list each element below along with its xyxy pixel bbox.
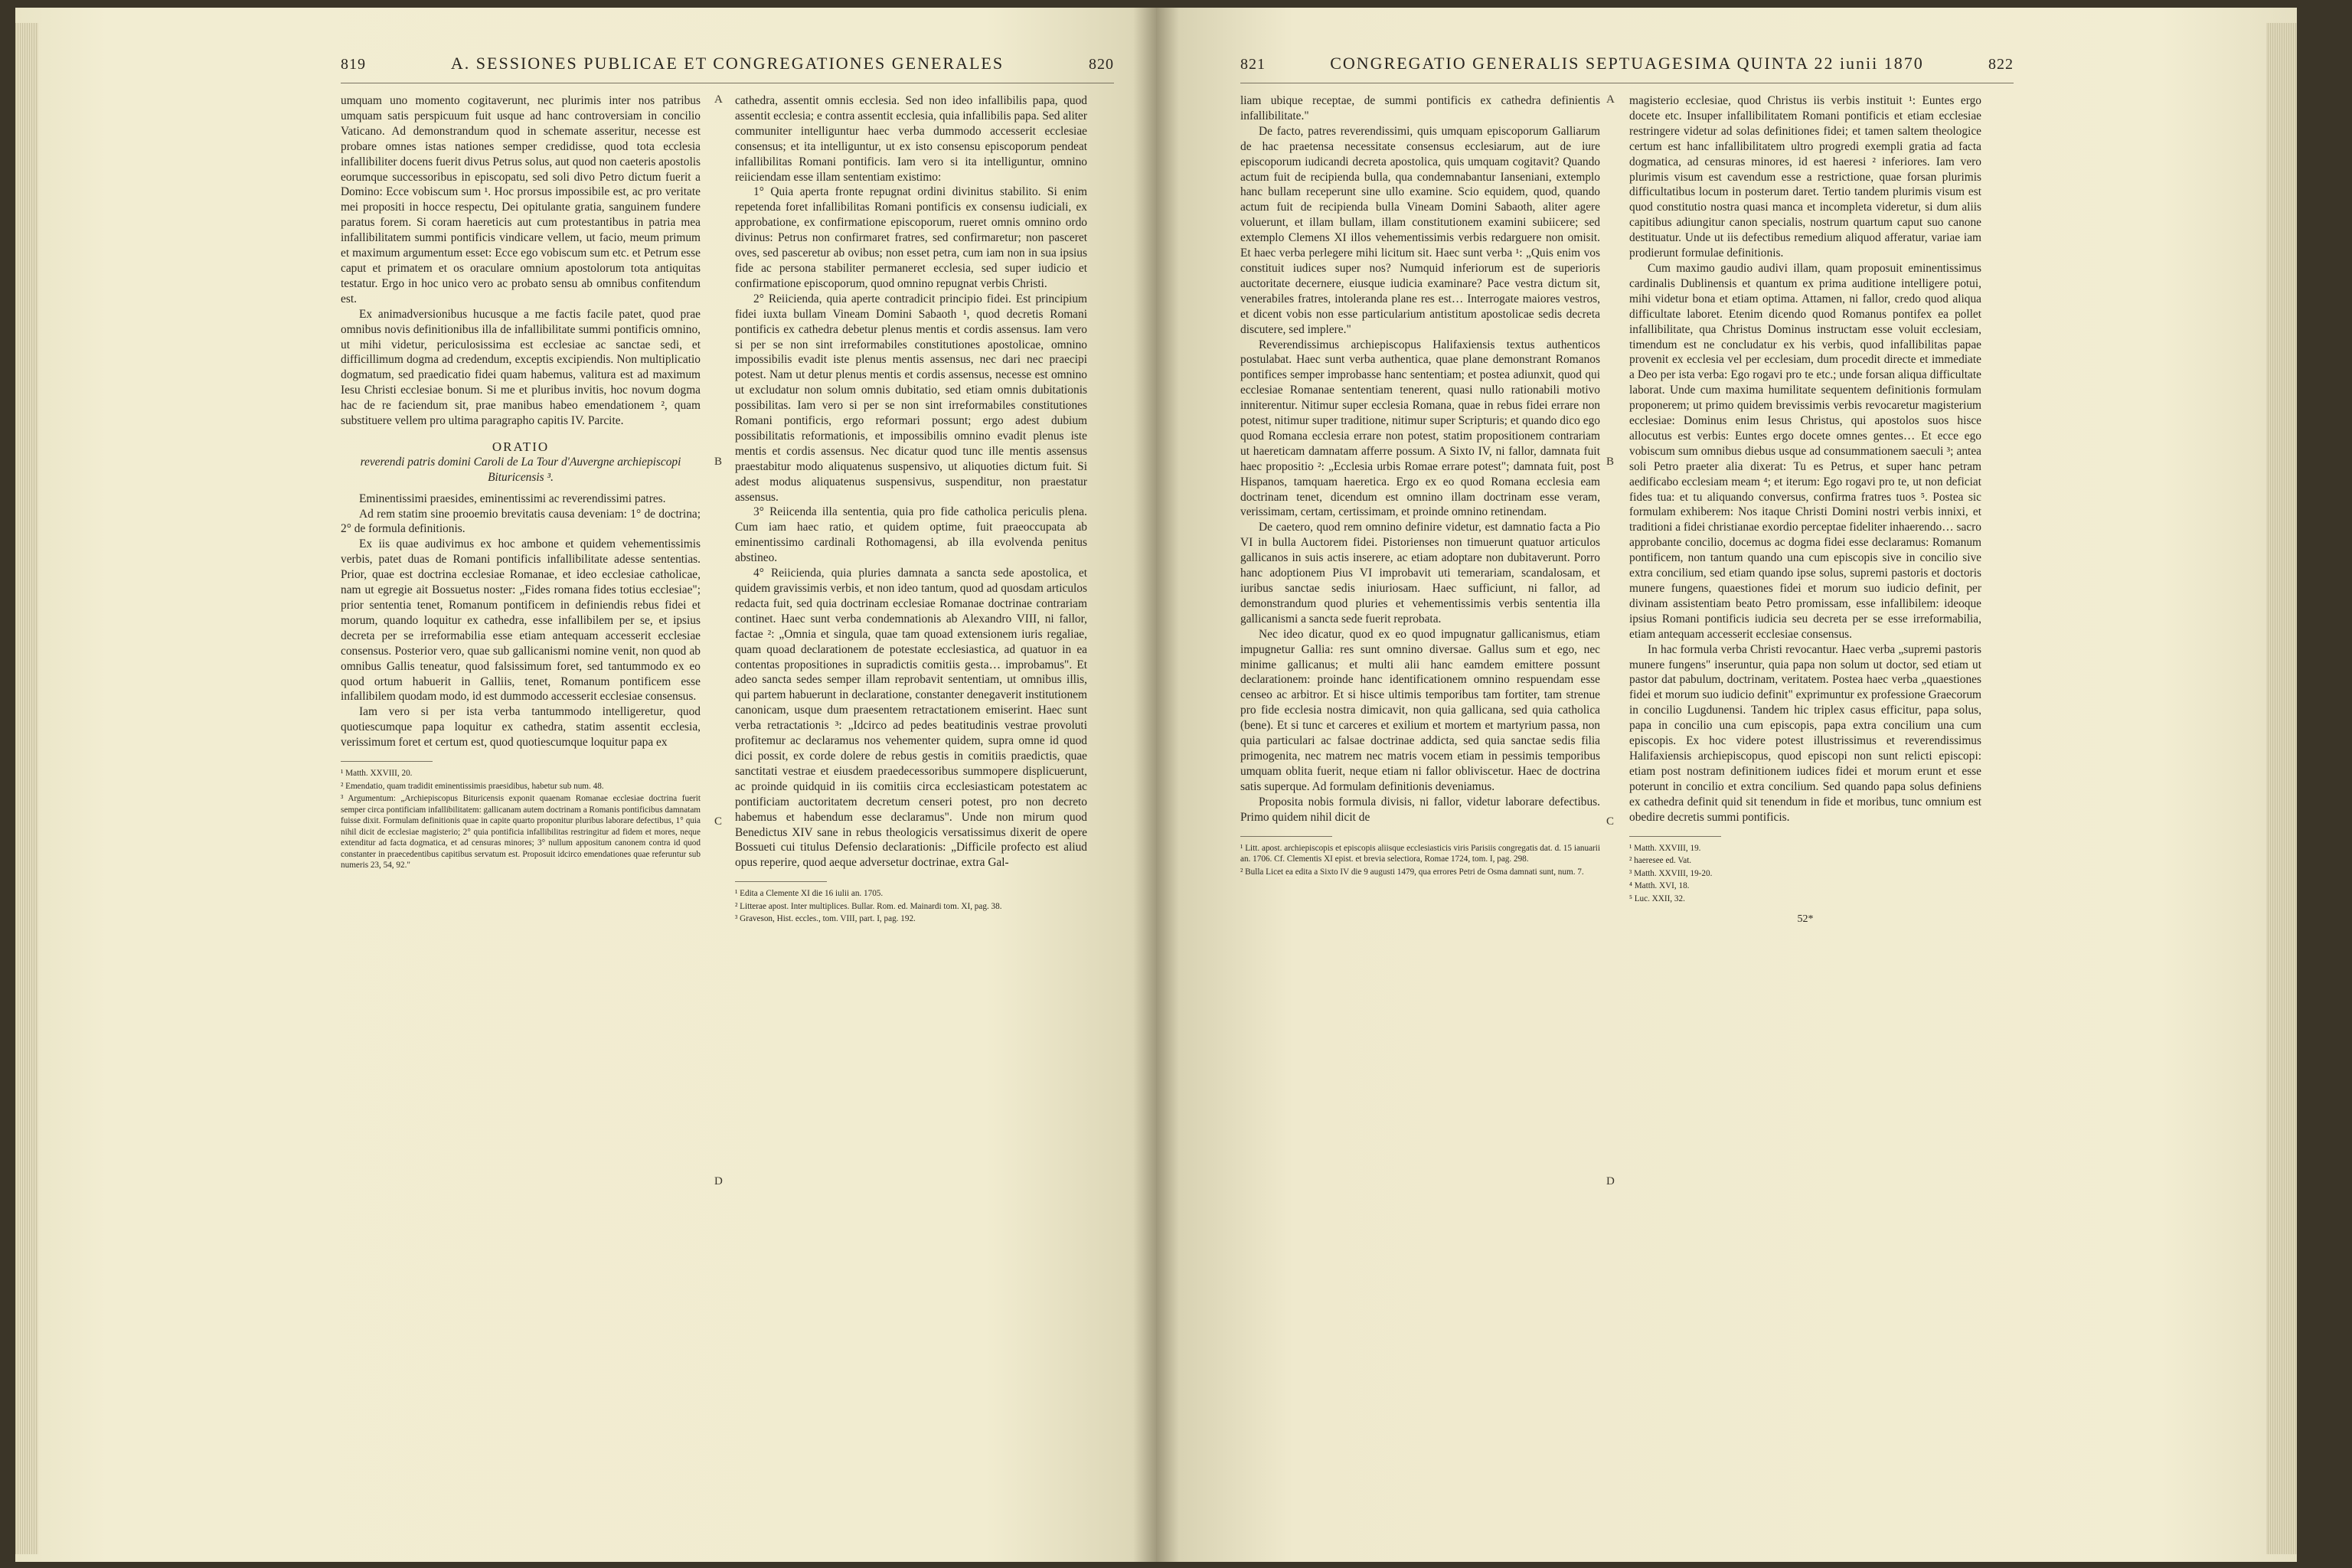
margin-letter-c: C [1606, 815, 1615, 828]
page-edges-left [15, 23, 38, 1554]
left-page-column-1 [341, 93, 701, 873]
paragraph: cathedra, assentit omnis ecclesia. Sed non ideo infallibilis papa, quod assentit ecclesia; e contra assentit ecclesia, quia infallibilis papa. Sed aliter communiter intelliguntur haec verba dummodo accesserit ecclesiae consensus; et ita intelliguntur, ut ex isto consensu episcoporum pendeat infallibilitas Romani pontificis. Iam vero si ita intelliguntur, omnino reiiciendam esse illam sententiam existimo: [735, 94, 1087, 184]
footnote: ⁵ Luc. XXII, 32. [1629, 893, 1685, 903]
left-page [15, 8, 1156, 1562]
paragraph: liam ubique receptae, de summi pontificis ex cathedra definientis infallibilitate." [1240, 94, 1600, 122]
page-edges-right [2266, 23, 2297, 1554]
section-subheading: reverendi patris domini Caroli de La Tour d'Auvergne archiepiscopi Bituricensis ³. [360, 455, 681, 484]
margin-letter-d: D [714, 1175, 723, 1187]
paragraph: In hac formula verba Christi revocantur. Haec verba „supremi pastoris munere fungens" inseruntur, quia papa non solum ut doctor, sed etiam ut pastor dat pabulum, doctrinam, veritatem. Postea haec verba „quaestiones fidei et morum suo iudicio definit" exprimuntur ex professione Graecorum in concilio Lugdunensi. Tandem hic triplex casus efficitur, papa solus, papa in concilio una cum episcopis, papa extra concilium una cum episcopis. Ex hoc videre potest illustrissimus et reverendissimus Halifaxiensis archiepiscopus, quod episcopi non sunt relicti episcopi: etiam post nostram definitionem iudices fidei et morum erunt et esse poterunt in concilio et extra concilium. Sed quando papa solus definiens ex cathedra definit quid sit tenendum in fide et moribus, tunc omnium est obedire decretis summi pontificis. [1629, 642, 1981, 824]
right-page [1156, 8, 2297, 1562]
margin-letter-b: B [1606, 456, 1615, 468]
left-running-head [341, 54, 1114, 81]
footnote: ⁴ Matth. XVI, 18. [1629, 881, 1690, 890]
running-title-left: A. SESSIONES PUBLICAE ET CONGREGATIONES GENERALES [450, 54, 1004, 73]
footnote: ² Emendatio, quam tradidit eminentissimis praesidibus, habetur sub num. 48. [341, 781, 604, 791]
paragraph: Nec ideo dicatur, quod ex eo quod impugnatur gallicanismus, etiam impugnetur Gallia: res sunt omnino diversae. Gallus sum et ego, nec minime gallicanus; et multi alii hanc eamdem emittere possunt declarationem: proinde hanc identificationem omnino respuendam esse censeo ac arbitror. Et si hisce ultimis temporibus tam fortiter, tam strenue pro fide ecclesia nostra dimicavit, non quia gallicana, sed quia catholica (bene). Et si tunc et carceres et exilium et mortem et martyrium passa, non quia particulari ac falsae doctrinae addicta, sed quia sanctae sedis filia primogenita, nec matrem nec matris vocem etiam in pessimis temporibus umquam oblita fuerit, neque etiam ni fallor obliviscetur. Haec de doctrina satis superque. Ad formulam definitionis deveniamus. [1240, 627, 1600, 793]
running-title-right: CONGREGATIO GENERALIS SEPTUAGESIMA QUINTA 22 iunii 1870 [1330, 54, 1924, 73]
paragraph: Ex animadversionibus hucusque a me factis facile patet, quod prae omnibus novis definitionibus illa de infallibilitate summi pontificis omnino, ut mihi videtur, periculosissima est ecclesiae ac sanctae sedi, et difficillimum dogma ad credendum, exceptis excipiendis. Non multiplicatio dogmatum, sed praedicatio fidei quam habemus, valitura est ad maximum Iesu Christi ecclesiae bonum. Si me et pluribus invitis, hoc novum dogma hac de re faciendum sit, prae manibus habeo emendationem ², quam substituere vellem pro ultima paragrapho capitis IV. Parcite. [341, 307, 701, 428]
footnote: ² Bulla Licet ea edita a Sixto IV die 9 augusti 1479, qua errores Petri de Osma damnati sunt, num. 7. [1240, 867, 1584, 877]
margin-letter-a: A [714, 93, 723, 106]
paragraph: Ad rem statim sine prooemio brevitatis causa deveniam: 1° de doctrina; 2° de formula definitionis. [341, 507, 701, 536]
right-page-column-2 [1629, 93, 1981, 927]
open-book [15, 8, 2335, 1562]
footnote: ² Litterae apost. Inter multiplices. Bullar. Rom. ed. Mainardi tom. XI, pag. 38. [735, 901, 1002, 911]
paragraph: De facto, patres reverendissimi, quis umquam episcoporum Galliarum de hac praetensa necessitate consensus ecclesiarum, aut de iure episcoporum iudicandi decreta apostolica, quis umquam cogitavit? Quando actum fuit de recipienda bulla, qua condemnabantur Ianseniani, extemplo hanc bullam receperunt sine ullo examine. Scio equidem, quod, quando actum fuit de recipienda bulla Vineam Domini Sabaoth, aliter agere voluerunt, et illam bullam, illam constitutionem examini subiicere; sed extemplo Clemens XI illos vehementissimis verbis redarguere non omisit. Et haec verba perlegere mihi licitum sit. Haec sunt verba ¹: „Quis enim vos constituit iudices super nos? Numquid inferiorum est de superioris auctoritate decernere, eiusque iudicia examinare? Pace vestra dictum sit, venerabiles fratres, intoleranda plane res est… Interrogate maiores vestros, et dicent vobis non esse particularium antistitum apostolicae sedis decreta discutere, sed implere." [1240, 124, 1600, 336]
footnote: ³ Matth. XXVIII, 19-20. [1629, 868, 1713, 878]
footnotes [1629, 843, 1981, 905]
paragraph: Reverendissimus archiepiscopus Halifaxiensis textus authenticos postulabat. Haec sunt verba authentica, quae plane demonstrant Romanos pontifices semper improbasse hanc sententiam; et postea adiunxit, quod qui ecclesiae Romanae sententiam tenerent, quasi nullo rationabili motivo inniterentur. Nitimur super ecclesia Romana, quae in rebus fidei errare non potest, nitimur super traditione, nitimur super Scripturis; et quando dico ego quod Romana ecclesia errare non potest, statim propositionem contrariam ut haereticam damnatam afferre possum. A Sixto IV, ni fallor, damnata fuit haec propositio ²: „Ecclesia urbis Romae errare potest"; damnata fuit, post Hispanos, tamquam haeretica. Ergo ex eo quod Romana ecclesia eam doctrinam tenet, dicendum est omnino illam doctrinam esse veram, verissimam, certam, certissimam, et proinde omnino retinendam. [1240, 338, 1600, 519]
footnote: ² haeresee ed. Vat. [1629, 856, 1692, 865]
signature-mark: 52* [1797, 913, 1814, 925]
paragraph: 2° Reiicienda, quia aperte contradicit principio fidei. Est principium fidei iuxta bullam Vineam Domini Sabaoth ¹, quod decretis Romani pontificis ex cathedra debetur plenus mentis et cordis assensus. Iam vero si per se non sint irreformabiles constitutiones apostolicae, omnino impossibilis evadit iste plenus mentis assensus, nec dari nec praecipi potest. Nam ut detur plenus mentis et cordis assensus, necesse est omnino ut excludatur non solum omnis dubitatio, sed etiam omnis dubitationis possibilitas. Iam vero si per se non sint irreformabiles constitutiones Romani pontificis, ergo reformari possunt; ergo adest dubium possibilitatis reformationis, et impossibilis omnino evadit plenus iste mentis et cordis assensus. Nec dicatur quod tunc ille mentis assensus praestabitur modo aliquatenus suspensivo, ut aliquoties dictum fuit. Si adest modus aliquatenus suspensivus, suspenditur, non praestatur assensus. [735, 292, 1087, 504]
paragraph: Ex iis quae audivimus ex hoc ambone et quidem vehementissimis verbis, patet duas de Romani pontificis infallibilitate adesse sententias. Prior, quae est doctrina ecclesiae Romanae, et ideo ecclesiae catholicae, nam ut egregie ait Bossuetus noster: „Fides romana fides totius ecclesiae"; prior sententia tenet, Romanum pontificem in definiendis rebus fidei et morum, quando loquitur ex cathedra, esse infallibilem per se, et ipsius decreta per se irreformabilia esse etiam antequam accesserit ecclesiae consensus. Posterior vero, quae sub gallicanismi nomine venit, non quod ab omnibus Gallis teneatur, quod falsissimum foret, sed tantummodo ex eo quod ortum habuerit in Galliis, tenet, Romanum pontificem esse infallibilem quodam modo, id est dummodo accesserit ecclesiae consensus. [341, 537, 701, 704]
paragraph: 1° Quia aperta fronte repugnat ordini divinitus stabilito. Si enim repetenda foret infallibilitas Romani pontificis ex consensu iudiciali, ex approbatione, ex confirmatione episcoporum, rueret omnis omnino ordo divinus: Petrus non confirmaret fratres, sed confirmaretur; non pasceret oves, sed pasceretur ab ovibus; non esset petra, cum iam non in sua ipsius fide ac persona stabiliter permaneret ecclesia, sed super iudicio et confirmatione episcoporum, quod omnino repugnat verbis Christi. [735, 185, 1087, 290]
margin-letter-d: D [1606, 1175, 1615, 1187]
footnote: ³ Graveson, Hist. eccles., tom. VIII, part. I, pag. 192. [735, 914, 916, 924]
page-number-820: 820 [1089, 56, 1114, 73]
footnotes [341, 768, 701, 871]
section-heading: ORATIO [492, 439, 550, 454]
footnotes [735, 888, 1087, 925]
footnote-rule [1240, 836, 1332, 837]
paragraph: magisterio ecclesiae, quod Christus iis verbis instituit ¹: Euntes ergo docete etc. Insuper infallibilitatem Romani pontificis et etiam ecclesiae restringere videtur ad solas definitiones fidei; et tamen saltem theologice certum est hanc infallibilitatem ultro progredi exempli gratia ad facta dogmatica, ad censuras minores, id est haeresi ² inferiores. Iam vero plurimis visum est cavendum esse a restrictione, quae forsan plurimis difficultatibus locum in posterum daret. Tertio tandem plurimis visum est quod constitutio nostra quasi manca et incompleta videretur, si dum aliis capitibus adiungitur canon specialis, nostrum quartum caput suo canone destituatur. Unde ut iis defectibus remedium aliquod afferatur, variae iam prodierunt formulae definitionis. [1629, 94, 1981, 260]
footnote: ¹ Edita a Clemente XI die 16 iulii an. 1705. [735, 889, 884, 899]
paragraph: 4° Reiicienda, quia pluries damnata a sancta sede apostolica, et quidem gravissimis verbis, et non ideo tantum, quod ad quosdam articulos redacta fuit, sed quia doctrinam ecclesiae Romanae doctrinae contrariam continet. Haec sunt verba condemnationis ab Alexandro VIII, ni fallor, factae ²: „Omnia et singula, quae tam quoad extensionem iuris regaliae, quam quoad declarationem de potestate ecclesiastica, ad quatuor in ea contentas propositiones in supradictis comitiis gesta… improbamus". Et adeo sancta sedes semper illam reprobavit sententiam, ut omnibus illis, qui partem habuerunt in declaratione, constanter denegaverit institutionem canonicam, usque dum praesentem retractationem emiserint. Haec sunt verba retractationis ³: „Idcirco ad pedes beatitudinis vestrae provoluti profitemur ac declaramus nos vehementer quidem, supra omne id quod dici possit, ex corde dolere de rebus gestis in comitiis praedictis, quae sanctitati vestrae et eiusdem praedecessoribus summopere displicuerunt, ac proinde quidquid in iis comitiis circa ecclesiasticam potestatem ac pontificiam auctoritatem decretum censeri potest, pro non decreto habemus et habendum esse declaramus". Unde non mirum quod Benedictus XIV sane in rebus theologicis versatissimus dixerit de opere Bossueti cui titulus Defensio declarationis: „Difficile profecto est aliud opus reperire, quod aeque adversetur doctrinae, extra Gal- [735, 567, 1087, 870]
paragraph: 3° Reiicenda illa sententia, quia pro fide catholica periculis plena. Cum iam haec ratio, et quidem optime, fuit praeoccupata ab eminentissimo cardinali Rothomagensi, ab illa evolvenda penitus abstineo. [735, 505, 1087, 565]
footnote: ¹ Matth. XXVIII, 19. [1629, 843, 1701, 853]
page-number-819: 819 [341, 56, 366, 73]
paragraph: De caetero, quod rem omnino definire videtur, est damnatio facta a Pio VI in bulla Auctorem fidei. Pistorienses non timuerunt quatuor articulos gallicanos in suis actis inserere, ac etiam adoptare non dubitaverunt. Porro hanc adoptionem Pius VI improbavit uti temerariam, scandalosam, et iuribus sanctae sedis iniuriosam. Haec sufficiunt, ni fallor, ad demonstrandum quod pluries et vehementissimis verbis sententia illa gallicanismi a sancta sede fuerit reprobata. [1240, 521, 1600, 626]
paragraph: Iam vero si per ista verba tantummodo intelligeretur, quod quotiescumque papa loquitur ex cathedra, statim assentit ecclesia, verissimum foret et certum est, quod quotiescumque loquitur papa ex [341, 705, 701, 750]
footnote-rule [1629, 836, 1721, 837]
footnote-rule [735, 881, 827, 882]
footnotes [1240, 843, 1600, 878]
page-number-821: 821 [1240, 56, 1266, 73]
footnote: ¹ Litt. apost. archiepiscopis et episcopis aliisque ecclesiasticis viris Parisiis congregatis dat. d. 15 ianuarii an. 1706. Cf. Clementis XI epist. et brevia selectiora, Romae 1724, tom. I, pag. 298. [1240, 843, 1600, 864]
margin-letter-b: B [714, 456, 723, 468]
page-number-822: 822 [1988, 56, 2014, 73]
right-page-column-1 [1240, 93, 1600, 879]
left-page-column-2 [735, 93, 1087, 926]
margin-letter-c: C [714, 815, 723, 828]
footnote: ¹ Matth. XXVIII, 20. [341, 769, 413, 779]
paragraph: umquam uno momento cogitaverunt, nec plurimis inter nos patribus umquam satis perspicuum fuit usque ad hanc controversiam in concilio Vaticano. Ad demonstrandum quod in schemate asseritur, necesse est probare omnes istas nationes semper credidisse, quod tota ecclesia infallibiliter docens fuerit divus Petrus solus, aut quod non caeteris apostolis eorumque successoribus in episcopatu, sed soli divo Petro dictum fuerit a Domino: Ecce vobiscum sum ¹. Hoc prorsus impossibile est, ac pro veritate mei propositi in hocce respectu, Dei opitulante gratia, sanguinem fundere paratus forem. Si coram haereticis aut cum protestantibus in patria mea infallibilitatem summi pontificis vindicare vellem, ut facio, meum primum et maximum argumentum esset: Ecce ego vobiscum sum etc. et Petrum esse caput et primatem et os oraculare omnium apostolorum tota antiquitas testatur. Ergo in hoc unico vero ac probato sensu ab omnibus confitendum est. [341, 94, 701, 305]
paragraph: Cum maximo gaudio audivi illam, quam proposuit eminentissimus cardinalis Dublinensis et quantum ex prima auditione intelligere potui, mihi videtur bona et etiam optima. Attamen, ni fallor, credo quod aliqua difficultate laboret. Etenim dicendo quod Romanus pontifex ea pollet infallibilitate, qua Christus Dominus instructam esse voluit ecclesiam, timendum est ne concludatur ex his verbis, quod infallibilitas papae provenit ex ecclesia vel per ecclesiam, dum procedit directe et immediate a Deo per ista verba: Ego rogavi pro te etc.; unde forsan aliqua difficultate laborat. Unde cum maxima humilitate sequentem definitionis formulam proponerem; ut primo quidem brevissimis verbis revocaretur magisterium ecclesiae: Dominus enim Iesus Christus, qui apostolos suos hisce allocutus est verbis: Euntes ergo docete omnes gentes… Et ecce ego vobiscum sum omnibus diebus usque ad consummationem saeculi ³; antea soli Petro praeter alia dixerat: Tu es Petrus, et super hanc petram aedificabo ecclesiam meam ⁴; et iterum: Ego rogavi pro te, ut non deficiat fides tua: et tu aliquando conversus, confirma fratres tuos ⁵. Postea sic formulam exhiberem: Nos itaque Christi Domini nostri verbis innixi, et traditioni a fidei christianae exordio perceptae fideliter inhaerendo… sacro approbante concilio, docemus ac dogma fidei esse declaramus: Romanum pontificem, non tantum quando una cum episcopis sive in concilio sive extra concilium, sed etiam quando ipse solus, supremi pastoris et doctoris munere fungens, quaestiones fidei et morum suo iudicio definit, per divinam assistentiam beato Petro promissam, esse infallibilem: ideoque ipsius Romani pontificis iudicia seu decreta per se esse irreformabilia, etiam antequam accesserit ecclesiae consensus. [1629, 261, 1981, 641]
footnote: ³ Argumentum: „Archiepiscopus Bituricensis exponit quaenam Romanae ecclesiae doctrina fuerit semper circa pontificiam infallibilitatem: gallicanam autem doctrinam a Romanis pontificibus damnatam fuisse dixit. Formulam definitionis quae in capite quarto proponitur pluribus laborare defectibus, 1° quia nihil dicit de ecclesiae magisterio; 2° quia pontificia infallibilitas restringitur ad fidem et mores, neque extenditur ad facta dogmatica, et ad censuras minores; 3° nullum appositum canonem contra id quod constanter in praecedentibus capitibus servatum est. Proposuit idcirco emendationes quae referuntur sub numeris 23, 54, 92." [341, 794, 701, 871]
right-running-head [1240, 54, 2014, 81]
paragraph: Eminentissimi praesides, eminentissimi ac reverendissimi patres. [359, 492, 666, 505]
margin-letter-a: A [1606, 93, 1615, 106]
footnote-rule [341, 761, 433, 762]
paragraph: Proposita nobis formula divisis, ni fallor, videtur laborare defectibus. Primo quidem nihil dicit de [1240, 795, 1600, 824]
